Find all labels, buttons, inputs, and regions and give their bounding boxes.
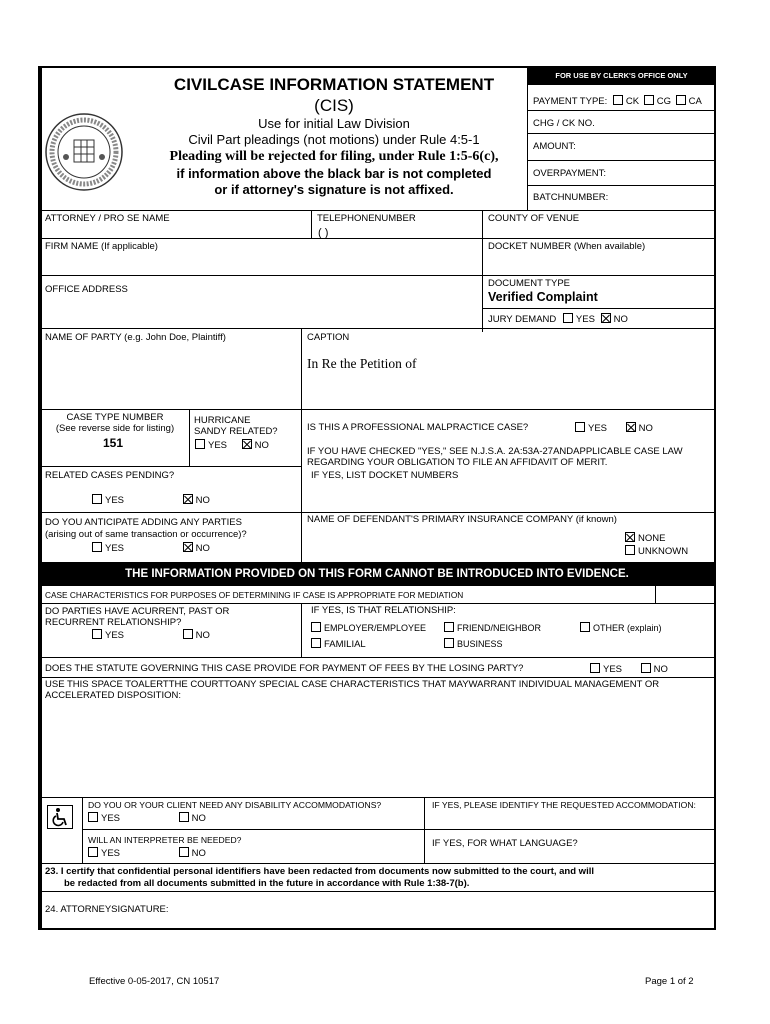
form-subtitle: (CIS) xyxy=(314,96,354,115)
special-characteristics-2: ACCELERATED DISPOSITION: xyxy=(45,690,182,701)
insurance-none-checkbox[interactable] xyxy=(625,532,635,542)
related-cases-label: RELATED CASES PENDING? xyxy=(45,470,175,481)
special-characteristics-1: USE THIS SPACE TOALERTTHE COURTTOANY SPECIAL CASE CHARACTERISTICS THAT MAYWARRANT INDIVIDUAL MANAGEMENT OR xyxy=(45,679,660,690)
business-option: BUSINESS xyxy=(444,638,503,650)
case-type-note: (See reverse side for listing) xyxy=(55,423,175,434)
fees-yes-checkbox[interactable] xyxy=(590,663,600,673)
docket-number-label: DOCKET NUMBER (When available) xyxy=(488,241,646,252)
other-option: OTHER (explain) xyxy=(580,622,662,634)
anticipate-label-2: (arising out of same transaction or occurrence)? xyxy=(45,529,247,540)
fees-question: DOES THE STATUTE GOVERNING THIS CASE PROVIDE FOR PAYMENT OF FEES BY THE LOSING PARTY? xyxy=(45,663,524,674)
ck-checkbox[interactable] xyxy=(613,95,623,105)
form-title: CIVILCASE INFORMATION STATEMENT xyxy=(173,75,495,94)
sandy-row: YES NO xyxy=(195,439,269,451)
friend-checkbox[interactable] xyxy=(444,622,454,632)
anticipate-row: YES NO xyxy=(92,542,210,554)
name-of-party-label: NAME OF PARTY (e.g. John Doe, Plaintiff) xyxy=(45,332,226,343)
insurance-none: NONE xyxy=(625,532,665,544)
mediation-header: CASE CHARACTERISTICS FOR PURPOSES OF DETERMINING IF CASE IS APPROPRIATE FOR MEDIATION xyxy=(45,590,464,600)
malpractice-question: IS THIS A PROFESSIONAL MALPRACTICE CASE? xyxy=(307,422,529,433)
malpractice-no-checkbox[interactable] xyxy=(626,422,636,432)
caption-value[interactable]: In Re the Petition of xyxy=(307,356,417,371)
case-type-label: CASE TYPE NUMBER xyxy=(66,412,164,423)
malpractice-note-1: IF YOU HAVE CHECKED "YES," SEE N.J.S.A. 2A:53A-27ANDAPPLICABLE CASE LAW xyxy=(307,446,683,457)
anticipate-yes-checkbox[interactable] xyxy=(92,542,102,552)
disability-question: DO YOU OR YOUR CLIENT NEED ANY DISABILITY ACCOMMODATIONS? xyxy=(88,800,382,810)
relationship-row: YES NO xyxy=(92,629,210,641)
batch-label: BATCHNUMBER: xyxy=(533,192,609,203)
telephone-label: TELEPHONENUMBER xyxy=(317,213,416,224)
jury-demand-row: JURY DEMAND YES NO xyxy=(488,314,628,325)
list-docket-label: IF YES, LIST DOCKET NUMBERS xyxy=(311,470,459,481)
related-yes-checkbox[interactable] xyxy=(92,494,102,504)
interpreter-row: YES NO xyxy=(88,847,206,859)
interpreter-if-yes: IF YES, FOR WHAT LANGUAGE? xyxy=(432,838,578,849)
ca-checkbox[interactable] xyxy=(676,95,686,105)
relationship-yes-checkbox[interactable] xyxy=(92,629,102,639)
fees-no-checkbox[interactable] xyxy=(641,663,651,673)
related-no-checkbox[interactable] xyxy=(183,494,193,504)
attorney-signature-label: 24. ATTORNEYSIGNATURE: xyxy=(45,904,169,915)
other-checkbox[interactable] xyxy=(580,622,590,632)
page-number: Page 1 of 2 xyxy=(645,976,694,987)
disability-yes-checkbox[interactable] xyxy=(88,812,98,822)
certify-line-1: 23. I certify that confidential personal identifiers have been redacted from documents now submitted to the court, and will xyxy=(45,866,594,877)
telephone-parens: ( ) xyxy=(318,227,329,239)
malpractice-note-2: REGARDING YOUR OBLIGATION TO FILE AN AFFIDAVIT OF MERIT. xyxy=(307,457,608,468)
interpreter-question: WILL AN INTERPRETER BE NEEDED? xyxy=(88,835,242,845)
relationship-no-checkbox[interactable] xyxy=(183,629,193,639)
header-line-1: Use for initial Law Division xyxy=(258,116,410,131)
evidence-warning-bar: THE INFORMATION PROVIDED ON THIS FORM CANNOT BE INTRODUCED INTO EVIDENCE. xyxy=(38,562,716,586)
header-line-5: or if attorney's signature is not affixed. xyxy=(214,182,454,197)
anticipate-no-checkbox[interactable] xyxy=(183,542,193,552)
sandy-label: SANDY RELATED? xyxy=(194,426,278,437)
disability-if-yes: IF YES, PLEASE IDENTIFY THE REQUESTED ACCOMMODATION: xyxy=(432,800,696,810)
familial-checkbox[interactable] xyxy=(311,638,321,648)
relationship-question-1: DO PARTIES HAVE ACURRENT, PAST OR xyxy=(45,606,230,617)
business-checkbox[interactable] xyxy=(444,638,454,648)
if-yes-relationship: IF YES, IS THAT RELATIONSHIP: xyxy=(311,605,456,616)
effective-date: Effective 0-05-2017, CN 10517 xyxy=(89,976,220,987)
disability-row: YES NO xyxy=(88,812,206,824)
certify-line-2: be redacted from all documents submitted in the future in accordance with Rule 1:38-7(b). xyxy=(64,878,470,889)
overpayment-label: OVERPAYMENT: xyxy=(533,168,607,179)
malpractice-yes-checkbox[interactable] xyxy=(575,422,585,432)
insurance-label: NAME OF DEFENDANT'S PRIMARY INSURANCE COMPANY (if known) xyxy=(307,514,617,525)
case-type-value[interactable]: 151 xyxy=(102,436,124,450)
relationship-question-2: RECURRENT RELATIONSHIP? xyxy=(45,617,182,628)
header-line-2: Civil Part pleadings (not motions) under Rule 4:5-1 xyxy=(188,132,480,147)
payment-type-label: PAYMENT TYPE: CK CG CA xyxy=(533,96,702,107)
related-row: YES NO xyxy=(92,494,210,506)
disability-no-checkbox[interactable] xyxy=(179,812,189,822)
interpreter-yes-checkbox[interactable] xyxy=(88,847,98,857)
caption-label: CAPTION xyxy=(307,332,350,343)
cg-checkbox[interactable] xyxy=(644,95,654,105)
friend-option: FRIEND/NEIGHBOR xyxy=(444,622,541,634)
office-address-label: OFFICE ADDRESS xyxy=(45,284,128,295)
familial-option: FAMILIAL xyxy=(311,638,366,650)
document-type-label: DOCUMENT TYPE xyxy=(488,278,570,289)
hurricane-label: HURRICANE xyxy=(194,415,251,426)
header-line-3: Pleading will be rejected for filing, under Rule 1:5-6(c), xyxy=(169,149,499,164)
header-line-4: if information above the black bar is not completed xyxy=(176,166,492,181)
insurance-unknown-checkbox[interactable] xyxy=(625,545,635,555)
insurance-unknown: UNKNOWN xyxy=(625,545,688,557)
county-label: COUNTY OF VENUE xyxy=(488,213,580,224)
employer-option: EMPLOYER/EMPLOYEE xyxy=(311,622,426,634)
employer-checkbox[interactable] xyxy=(311,622,321,632)
malpractice-row: YES NO xyxy=(575,422,653,434)
jury-yes-checkbox[interactable] xyxy=(563,313,573,323)
anticipate-label-1: DO YOU ANTICIPATE ADDING ANY PARTIES xyxy=(45,517,242,528)
firm-name-label: FIRM NAME (If applicable) xyxy=(45,241,158,252)
document-type-value[interactable]: Verified Complaint xyxy=(488,290,598,304)
amount-label: AMOUNT: xyxy=(533,141,576,152)
clerk-heading: FOR USE BY CLERK'S OFFICE ONLY xyxy=(528,67,715,85)
fees-row: YES NO xyxy=(590,663,668,675)
attorney-name-label: ATTORNEY / PRO SE NAME xyxy=(45,213,170,224)
sandy-yes-checkbox[interactable] xyxy=(195,439,205,449)
wheelchair-icon xyxy=(47,805,73,829)
chg-ck-label: CHG / CK NO. xyxy=(533,118,595,129)
sandy-no-checkbox[interactable] xyxy=(242,439,252,449)
jury-no-checkbox[interactable] xyxy=(601,313,611,323)
interpreter-no-checkbox[interactable] xyxy=(179,847,189,857)
